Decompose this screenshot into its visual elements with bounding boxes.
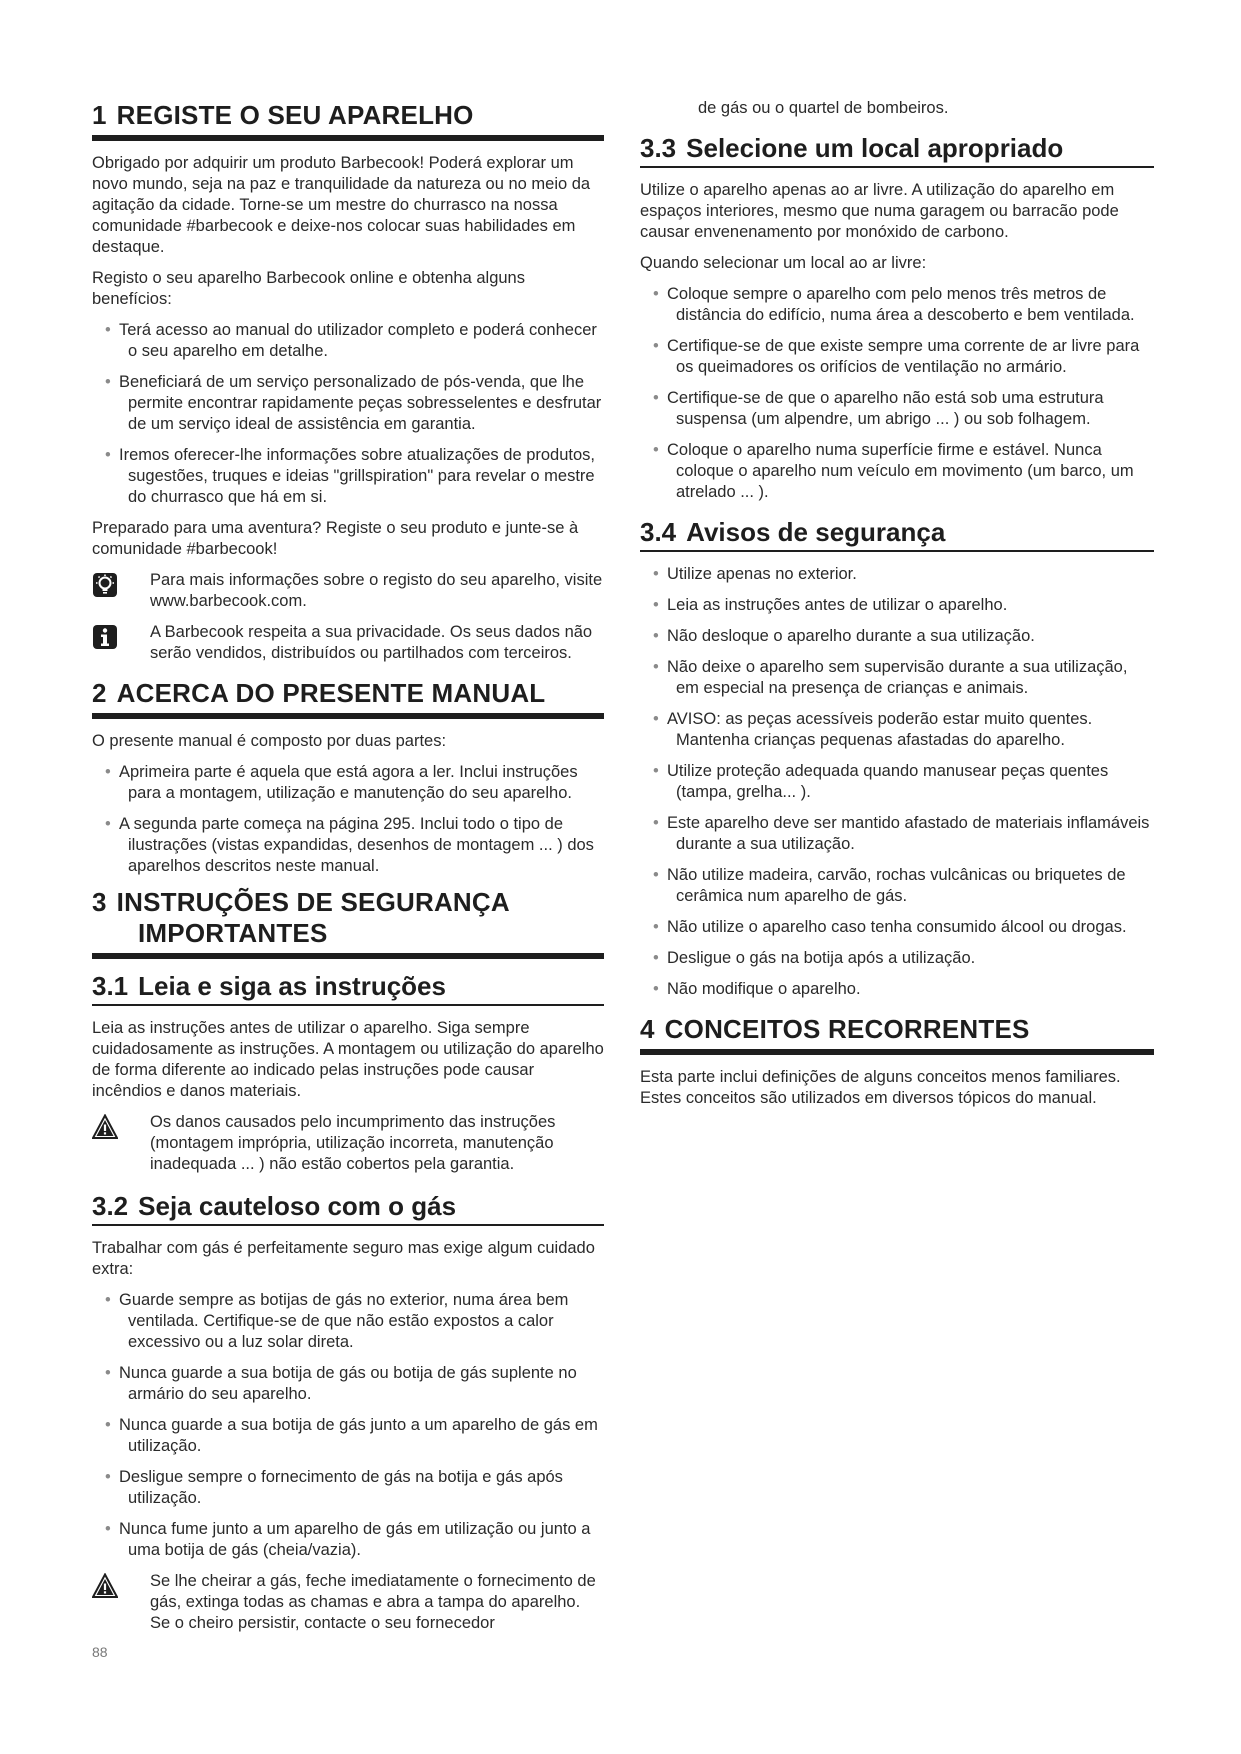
tip-note	[92, 570, 604, 612]
warning-icon	[92, 1114, 118, 1140]
warning-icon	[92, 1573, 118, 1599]
list-item: • Nunca guarde a sua botija de gás ou botija de gás suplente no armário do seu aparelho.	[105, 1364, 577, 1403]
s1-bullet-list	[92, 320, 604, 508]
list-item: • Certifique-se de que existe sempre uma corrente de ar livre para os queimadores os orifícios de ventilação no armário.	[653, 337, 1140, 376]
s1-adventure: Preparado para uma aventura? Registe o seu produto e junte-se à comunidade #barbecook!	[92, 519, 579, 558]
list-item: • Nunca guarde a sua botija de gás junto a um aparelho de gás em utilização.	[105, 1416, 598, 1455]
list-item: • Não modifique o aparelho.	[653, 980, 861, 998]
section-4-heading: 4 CONCEITOS RECORRENTES	[640, 1014, 1154, 1055]
lightbulb-icon	[92, 572, 118, 598]
list-item: • Desligue sempre o fornecimento de gás na botija e gás após utilização.	[105, 1468, 563, 1507]
list-item: • Utilize proteção adequada quando manusear peças quentes (tampa, grelha... ).	[653, 762, 1109, 801]
info-icon	[92, 624, 118, 650]
warning-text: Os danos causados pelo incumprimento das instruções (montagem imprópria, utilização incorreta, manutenção inadequada ... ) não estão cobertos pela garantia.	[150, 1113, 556, 1173]
right-column	[640, 98, 1154, 1119]
list-item: • Não utilize madeira, carvão, rochas vulcânicas ou briquetes de cerâmica num aparelho de gás.	[653, 866, 1126, 905]
s1-benefits-intro: Registo o seu aparelho Barbecook online e obtenha alguns benefícios:	[92, 269, 525, 308]
s34-bullet-list	[640, 564, 1154, 1000]
s32-bullet-list	[92, 1290, 604, 1561]
list-item: • Leia as instruções antes de utilizar o aparelho.	[653, 596, 1008, 614]
gas-warning-continued: de gás ou o quartel de bombeiros.	[698, 99, 949, 117]
s33-text: Utilize o aparelho apenas ao ar livre. A utilização do aparelho em espaços interiores, mesmo que numa garagem ou barracão pode causar envenenamento por monóxido de carbono.	[640, 181, 1119, 241]
info-note	[92, 622, 604, 664]
list-item: • Beneficiará de um serviço personalizado de pós-venda, que lhe permite encontrar rapidamente peças sobresselentes e desfrutar de um serviço ideal de assistência em garantia.	[105, 373, 602, 433]
left-column	[92, 100, 604, 1644]
section-1-heading: 1 REGISTE O SEU APARELHO	[92, 100, 604, 141]
s4-text: Esta parte inclui definições de alguns conceitos menos familiares. Estes conceitos são utilizados em diversos tópicos do manual.	[640, 1068, 1121, 1107]
s33-intro: Quando selecionar um local ao ar livre:	[640, 254, 927, 272]
section-3-1-heading: 3.1 Leia e siga as instruções	[92, 971, 604, 1006]
s2-intro: O presente manual é composto por duas partes:	[92, 732, 447, 750]
s1-intro: Obrigado por adquirir um produto Barbecook! Poderá explorar um novo mundo, seja na paz e tranquilidade da natureza ou no meio da agitação da cidade. Torne-se um mestre do churrasco na nossa comunidade #barbecook e deixe-nos colocar suas habilidades em destaque.	[92, 154, 591, 256]
list-item: • Desligue o gás na botija após a utilização.	[653, 949, 976, 967]
section-3-3-heading: 3.3 Selecione um local apropriado	[640, 133, 1154, 168]
list-item: • A segunda parte começa na página 295. Inclui todo o tipo de ilustrações (vistas expandidas, desenhos de montagem ... ) dos aparelhos descritos neste manual.	[105, 815, 594, 875]
list-item: • Coloque sempre o aparelho com pelo menos três metros de distância do edifício, numa área a descoberto e bem ventilada.	[653, 285, 1135, 324]
list-item: • Não utilize o aparelho caso tenha consumido álcool ou drogas.	[653, 918, 1127, 936]
section-2-heading: 2 ACERCA DO PRESENTE MANUAL	[92, 678, 604, 719]
list-item: • AVISO: as peças acessíveis poderão estar muito quentes. Mantenha crianças pequenas afastadas do aparelho.	[653, 710, 1093, 749]
s31-text: Leia as instruções antes de utilizar o aparelho. Siga sempre cuidadosamente as instruções. A montagem ou utilização do aparelho de forma diferente ao indicado pelas instruções pode causar incêndios e danos materiais.	[92, 1019, 604, 1100]
section-3-4-heading: 3.4 Avisos de segurança	[640, 517, 1154, 552]
list-item: • Nunca fume junto a um aparelho de gás em utilização ou junto a uma botija de gás (cheia/vazia).	[105, 1520, 591, 1559]
list-item: • Não deixe o aparelho sem supervisão durante a sua utilização, em especial na presença de crianças e animais.	[653, 658, 1128, 697]
list-item: • Coloque o aparelho numa superfície firme e estável. Nunca coloque o aparelho num veículo em movimento (um barco, um atrelado ... ).	[653, 441, 1134, 501]
gas-warning-note	[92, 1571, 604, 1634]
section-3-heading: 3 INSTRUÇÕES DE SEGURANÇA IMPORTANTES	[92, 887, 604, 959]
list-item: • Utilize apenas no exterior.	[653, 565, 857, 583]
page-number: 88	[92, 1644, 108, 1660]
list-item: • Não desloque o aparelho durante a sua utilização.	[653, 627, 1035, 645]
list-item: • Este aparelho deve ser mantido afastado de materiais inflamáveis durante a sua utilização.	[653, 814, 1150, 853]
list-item: • Iremos oferecer-lhe informações sobre atualizações de produtos, sugestões, truques e ideias "grillspiration" para revelar o mestre do churrasco que há em si.	[105, 446, 595, 506]
s32-intro: Trabalhar com gás é perfeitamente seguro mas exige algum cuidado extra:	[92, 1239, 595, 1278]
warning-note	[92, 1112, 604, 1175]
list-item: • Terá acesso ao manual do utilizador completo e poderá conhecer o seu aparelho em detalhe.	[105, 321, 597, 360]
s2-bullet-list	[92, 762, 604, 877]
s33-bullet-list	[640, 284, 1154, 503]
info-text: A Barbecook respeita a sua privacidade. Os seus dados não serão vendidos, distribuídos ou partilhados com terceiros.	[150, 623, 593, 662]
list-item: • Guarde sempre as botijas de gás no exterior, numa área bem ventilada. Certifique-se de que não estão expostos a calor excessivo ou a luz solar direta.	[105, 1291, 569, 1351]
section-3-2-heading: 3.2 Seja cauteloso com o gás	[92, 1191, 604, 1226]
tip-text: Para mais informações sobre o registo do seu aparelho, visite www.barbecook.com.	[150, 571, 603, 610]
list-item: • Aprimeira parte é aquela que está agora a ler. Inclui instruções para a montagem, utilização e manutenção do seu aparelho.	[105, 763, 578, 802]
list-item: • Certifique-se de que o aparelho não está sob uma estrutura suspensa (um alpendre, um abrigo ... ) ou sob folhagem.	[653, 389, 1104, 428]
gas-warning-text: Se lhe cheirar a gás, feche imediatamente o fornecimento de gás, extinga todas as chamas e abra a tampa do aparelho. Se o cheiro persistir, contacte o seu fornecedor	[150, 1572, 596, 1632]
